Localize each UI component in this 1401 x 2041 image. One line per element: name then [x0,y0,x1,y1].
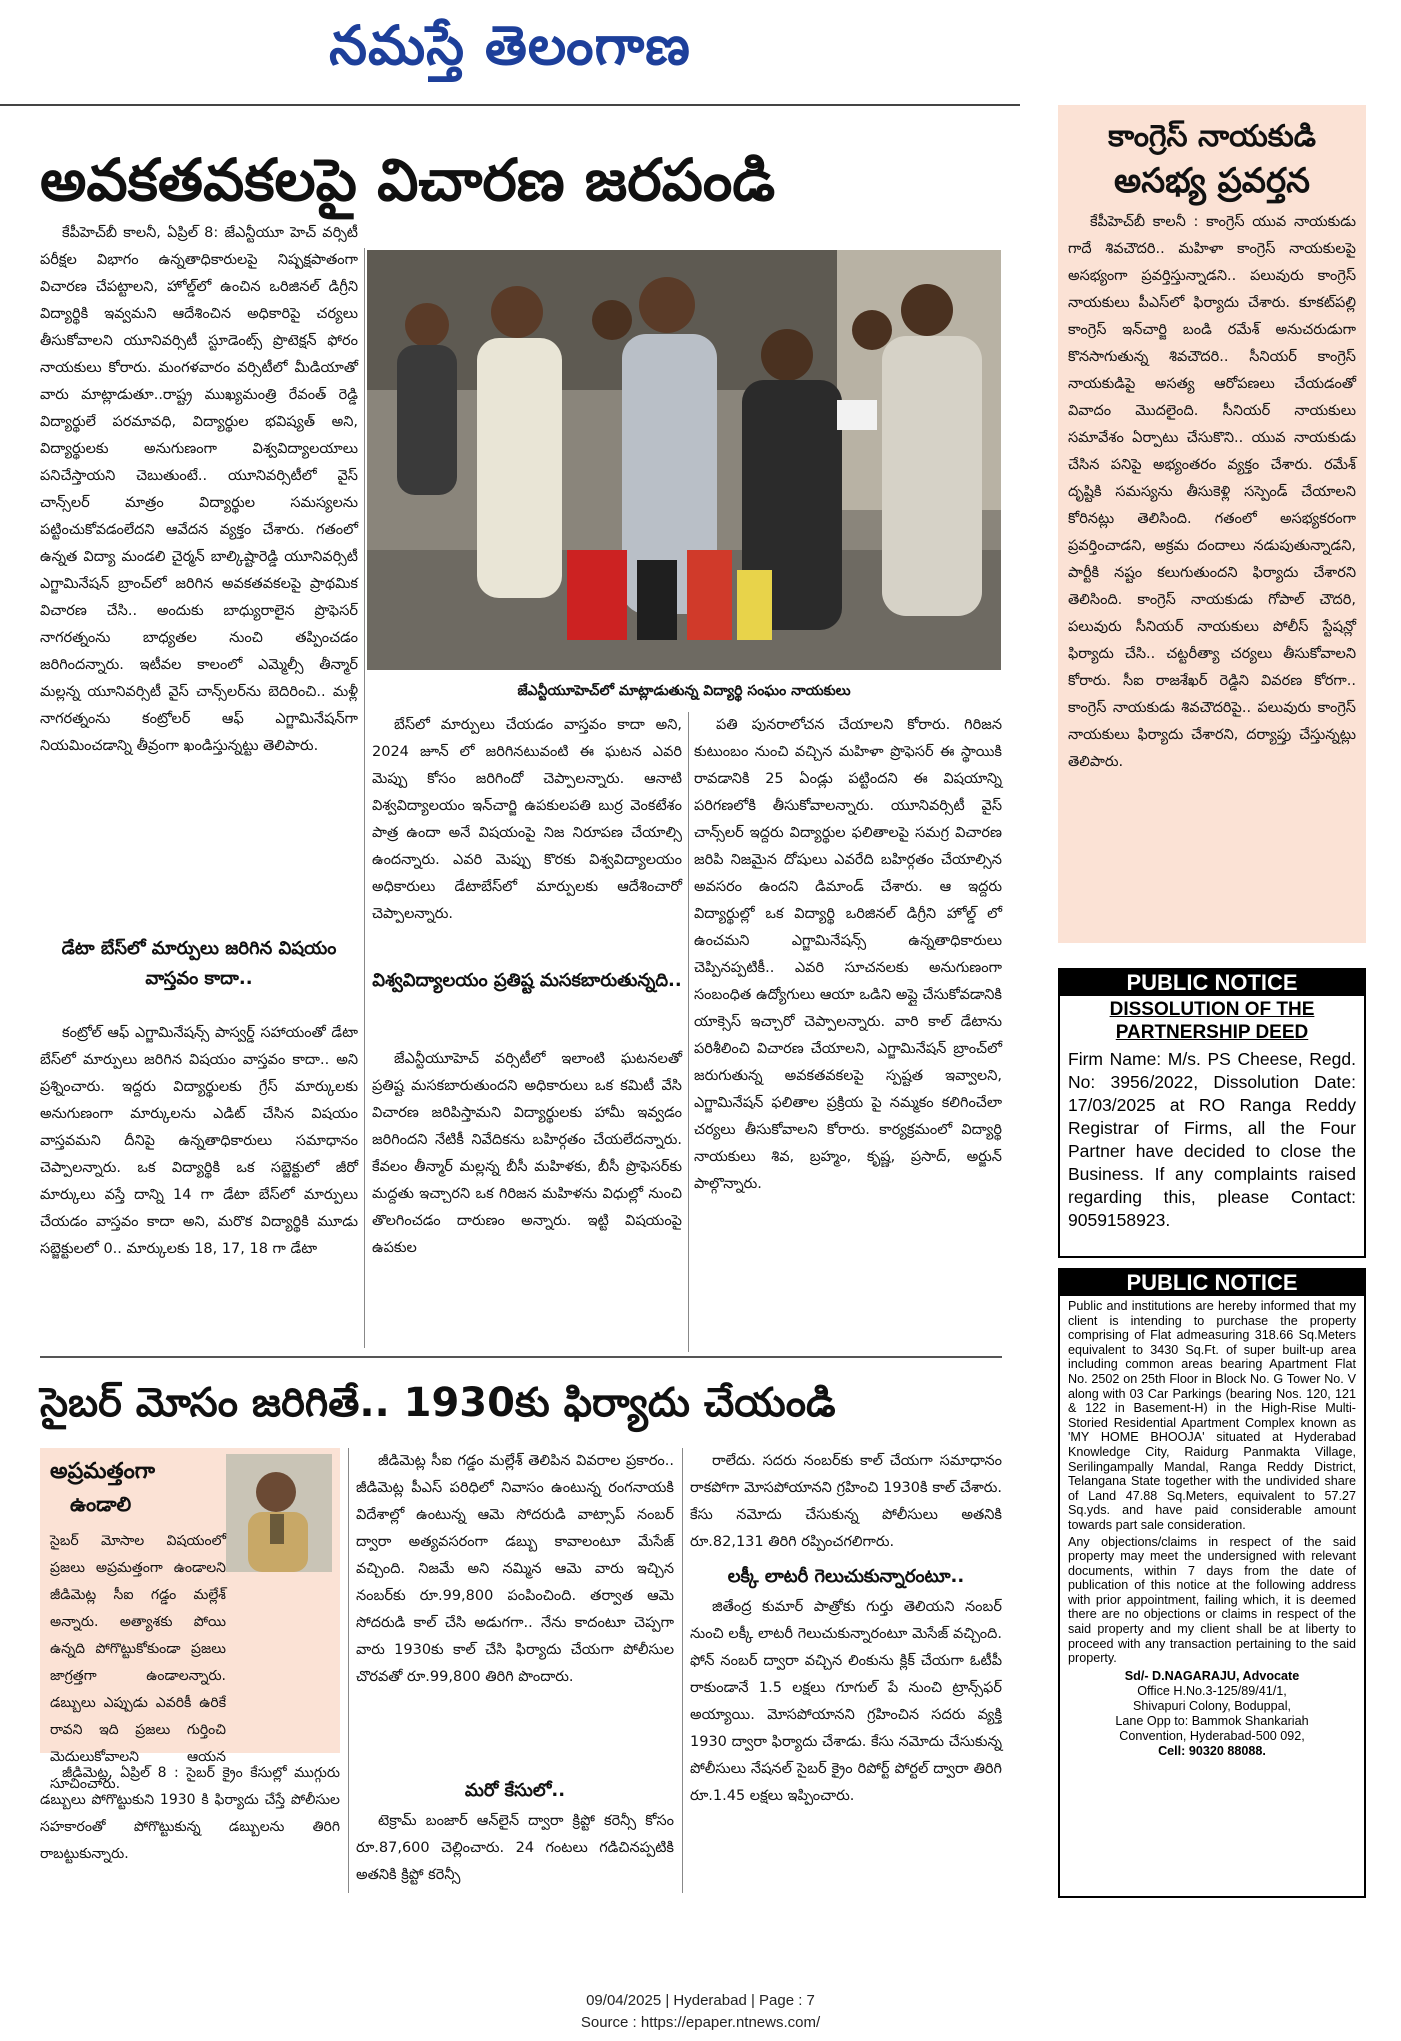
story1-headline: అవకతవకలపై విచారణ జరపండి [40,146,776,214]
notice2-address4: Convention, Hyderabad-500 092, [1119,1728,1305,1743]
public-notice-dissolution [1058,968,1366,1258]
column-divider [682,1448,683,1893]
notice2-cell: Cell: 90320 88088. [1158,1743,1266,1758]
notice2-address1: Office H.No.3-125/89/41/1, [1137,1683,1287,1698]
top-rule [0,104,1020,106]
story1-subhead2-wrap [372,960,682,1046]
story2-col2b [356,1808,674,1894]
story1-col3 [694,712,1002,1352]
sidebar-title-line2: అసభ్య ప్రవర్తన [1114,161,1310,201]
story1-col1b [40,1020,358,1350]
notice2-address3: Lane Opp to: Bammok Shankariah [1115,1713,1309,1728]
column-divider [688,712,689,1352]
story-separator [40,1356,1002,1358]
notice1-subtitle: DISSOLUTION OF THE PARTNERSHIP DEED [1109,999,1315,1043]
notice2-body2: Any objections/claims in respect of the said property may meet the undersigned with relevant documents, within 7 days from the date of publication of this notice at the following address with prior appointment, failing which, it is deemed there are no objections or claims in respect of the said property and my client shall be at liberty to proceed with any transaction pertaining to the said property. [1068,1534,1356,1666]
story2-box-title1: అప్రమత్తంగా [50,1459,156,1484]
notice2-title: PUBLIC NOTICE [1060,1270,1364,1296]
column-divider [348,1448,349,1893]
sidebar-body: కేపీహెచ్‌బీ కాలనీ : కాంగ్రెస్‌ యువ నాయకుడు గాదే శివచౌదరి.. మహిళా కాంగ్రెస్‌ నాయకులపై అసభ్యంగా ప్రవర్తిస్తున్నాడని.. పలువురు కాంగ్రెస్‌ నాయకులు పీఎస్‌లో ఫిర్యాదు చేశారు. కూకట్‌పల్లి కాంగ్రెస్‌ ఇన్‌చార్జి బండి రమేశ్‌ అనుచరుడుగా కొనసాగుతున్న శివచౌదరి.. సీనియర్‌ కాంగ్రెస్‌ నాయకుడిపై అసత్య ఆరోపణలు చేయడంతో వివాదం మొదలైంది. సీనియర్‌ నాయకులు సమావేశం ఏర్పాటు చేసుకొని.. యువ నాయకుడు చేసిన పనిపై అభ్యంతరం వ్యక్తం చేశారు. రమేశ్‌ దృష్టికి సమస్యను తీసుకెళ్లి సస్పెండ్‌ చేయాలని కోరినట్లు తెలిసింది. గతంలో అసభ్యకరంగా ప్రవర్తించాడని, అక్రమ దందాలు నడుపుతున్నాడని, పార్టీకి నష్టం కలుగుతుందని ఫిర్యాదు చేశారని తెలిసింది. కాంగ్రెస్‌ నాయకుడు గోపాల్‌ చౌదరి, పలువురు సీనియర్‌ నాయకులు పోలీస్‌ స్టేషన్లో ఫిర్యాదు చేసి.. చట్టరీత్యా చర్యలు తీసుకోవాలని కోరారు. సీఐ రాజశేఖర్‌ రెడ్డిని వివరణ కోరగా.. కాంగ్రెస్‌ నాయకుడు శివచౌదరిపై.. పలువురు కాంగ్రెస్‌ నాయకులు ఫిర్యాదు చేశారని, దర్యాప్తు చేస్తున్నట్లు తెలిపారు. [1068,214,1356,770]
story2-headline: సైబర్‌ మోసం జరిగితే.. 1930కు ఫిర్యాదు చేయండి [40,1380,836,1426]
footer-date-page: 09/04/2025 | Hyderabad | Page : 7 [586,1992,815,2009]
story2-subhead-a: మరో కేసులో.. [464,1780,566,1801]
story2-col1 [40,1760,340,1890]
masthead-logo: నమస్తే తెలంగాణ [329,13,691,77]
story2-col2-text: జీడిమెట్ల సీఐ గడ్డం మల్లేశ్‌ తెలిపిన వివరాల ప్రకారం.. జీడిమెట్ల పీఎస్‌ పరిధిలో నివాసం ఉంటున్న రంగనాయకి విదేశాల్లో ఉంటున్న ఆమె సోదరుడి వాట్సాప్‌ నంబర్‌ ద్వారా అత్యవసరంగా డబ్బు కావాలంటూ మేసేజ్‌ వచ్చింది. నిజమే అని నమ్మిన ఆమె వారు ఇచ్చిన నంబర్‌కు రూ.99,800 పంపించింది. తర్వాత ఆమె సోదరుడి కాల్‌ చేసి అడుగగా.. నేను కాదంటూ చెప్పగా వారు 1930కు కాల్‌ చేసి ఫిర్యాదు చేయగా పోలీసుల చొరవతో రూ.99,800 తిరిగి పొందారు. [356,1453,674,1685]
story2-col3-text: రాలేదు. సదరు నంబర్‌కు కాల్‌ చేయగా సమాధానం రాకపోగా మోసపోయానని గ్రహించి 1930కి కాల్‌ చేశారు. కేసు నమోదు చేసుకున్న పోలీసులు అతనికి రూ.82,131 తిరిగి రప్పించగలిగారు. [690,1453,1002,1550]
story1-col1 [40,220,358,925]
story1-subhead1-wrap [40,928,358,1018]
story1-col1-text: కేపీహెచ్‌బీ కాలనీ, ఏప్రిల్‌ 8: జేఎన్టీయూ హెచ్‌ వర్సిటీ పరీక్షల విభాగం ఉన్నతాధికారులపై నిష్పక్షపాతంగా విచారణ చేపట్టాలని, హోల్డ్‌లో ఉంచిన ఒరిజినల్‌ డిగ్రీని విద్యార్థికి ఇవ్వమని ఆదేశించిన అధికారిపై చర్యలు తీసుకోవాలని యూనివర్సిటీ స్టూడెంట్స్‌ ప్రొటెక్షన్‌ ఫోరం నాయకులు కోరారు. మంగళవారం వర్సిటీలో మీడియాతో వారు మాట్లాడుతూ..రాష్ట్ర ముఖ్యమంత్రి రేవంత్‌ రెడ్డి విద్యార్థులే పరమావధి, విద్యార్థుల భవిష్యత్‌ అని, విద్యార్థులకు అనుగుణంగా విశ్వవిద్యాలయాలు పనిచేస్తాయని చెబుతుంటే.. యూనివర్సిటీలో వైస్‌ చాన్స్‌లర్‌ మాత్రం విద్యార్థుల సమస్యలను పట్టించుకోవడంలేదని ఆవేదన వ్యక్తం చేశారు. గతంలో ఉన్నత విద్యా మండలి చైర్మన్‌ బాల్కిష్టారెడ్డి యూనివర్సిటీ ఎగ్జామినేషన్‌ బ్రాంచ్‌లో జరిగిన అవకతవకలపై ప్రాథమిక విచారణ చేసి.. అందుకు బాధ్యురాలైన ప్రొఫెసర్‌ నాగరత్నంను బాధ్యతల నుంచి తప్పించడం జరిగిందన్నారు. ఇటీవల కాలంలో ఎమ్మెల్సీ తీన్మార్‌ మల్లన్న యూనివర్సిటీ వైస్‌ చాన్స్‌లర్‌ను బెదిరించి.. మళ్లీ నాగరత్నంను కంట్రోలర్‌ ఆఫ్‌ ఎగ్జామినేషన్‌గా నియమించడాన్ని తీవ్రంగా ఖండిస్తున్నట్టు తెలిపారు. [40,225,358,754]
story2-col2b-text: టెక్రామ్‌ బంజార్‌ ఆన్‌లైన్‌ ద్వారా క్రిప్టో కరెన్సీ కోసం రూ.87,600 చెల్లించారు. 24 గంటలు గడిచినప్పటికి అతనికి క్రిప్టో కరెన్సీ [356,1813,674,1883]
story2-col1-text: జీడిమెట్ల, ఏప్రిల్‌ 8 : సైబర్‌ క్రైం కేసుల్లో ముగ్గురు డబ్బులు పోగొట్టుకుని 1930 కి ఫిర్యాదు చేస్తే పోలీసుల సహకారంతో పోగొట్టుకున్న డబ్బులను తిరిగి రాబట్టుకున్నారు. [40,1765,340,1862]
story2-col2 [356,1448,674,1778]
public-notice-property [1058,1268,1366,1898]
story2-col3 [690,1448,1002,1560]
column-divider [364,248,365,1348]
story1-subhead1: డేటా బేస్‌లో మార్పులు జరిగిన విషయం వాస్తవం కాదా.. [61,938,337,989]
notice1-body: Firm Name: M/s. PS Cheese, Regd. No: 3956/2022, Dissolution Date: 17/03/2025 at RO Ranga Reddy Registrar of Firms, all the Four Partner have decided to close the Business. If any complaints raised regarding this, please Contact: 9059158923. [1068,1049,1356,1230]
story1-col2-text: బేస్‌లో మార్పులు చేయడం వాస్తవం కాదా అని, 2024 జూన్‌ లో జరిగినటువంటి ఈ ఘటన ఎవరి మెప్పు కోసం జరిగిందో చెప్పాలన్నారు. ఆనాటి విశ్వవిద్యాలయం ఇన్‌చార్జి ఉపకులపతి బుర్ర వెంకటేశం పాత్ర ఉందా అనే విషయంపై నిజ నిరూపణ చేయాల్సి ఉందన్నారు. ఎవరి మెప్పు కొరకు విశ్వవిద్యాలయం అధికారులు డేటాబేస్‌లో మార్పులకు ఆదేశించారో చెప్పాలన్నారు. [372,717,682,922]
photo-caption: జేఎన్టీయూహెచ్‌లో మాట్లాడుతున్న విద్యార్థి సంఘం నాయకులు [517,683,851,699]
story2-box-text: సైబర్‌ మోసాల విషయంలో ప్రజలు అప్రమత్తంగా ఉండాలని జీడిమెట్ల సీఐ గడ్డం మల్లేశ్‌ అన్నారు. అత్యాశకు పోయి ఉన్నది పోగొట్టుకోకుండా ప్రజలు జాగ్రత్తగా ఉండాలన్నారు. డబ్బులు ఎప్పుడు ఎవరికీ ఉరికే రావని ఇది ప్రజలు గుర్తించి మెదులుకోవాలని ఆయన సూచించారు. [50,1533,226,1792]
story2-col3b [690,1594,1002,1894]
story2-subhead-b: లక్కీ లాటరీ గెలుచుకున్నారంటూ.. [727,1566,965,1587]
page-footer [0,1990,1401,2034]
story1-col3-text: పతి పునరాలోచన చేయాలని కోరారు. గిరిజన కుటుంబం నుంచి వచ్చిన మహిళా ప్రొఫెసర్‌ ఈ స్థాయికి రావడానికి 25 ఏండ్లు పట్టిందని ఈ విషయాన్ని పరిగణలోకి తీసుకోవాలన్నారు. యూనివర్సిటీ వైస్‌ చాన్స్‌లర్‌ ఇద్దరు విద్యార్థుల ఫలితాలపై సమగ్ర విచారణ జరిపి నిజమైన దోషులు ఎవరేది బహిర్గతం చేయాల్సిన అవసరం ఉందని డిమాండ్‌ చేశారు. ఆ ఇద్దరు విద్యార్థుల్లో ఒక విద్యార్థి ఒరిజినల్‌ డిగ్రీని హోల్డ్‌ లో ఉంచమని ఎగ్జామినేషన్స్‌ ఉన్నతాధికారులు చెప్పినప్పటికీ.. ఎవరి సూచనలకు అనుగుణంగా సంబంధిత ఉద్యోగులు ఆయా ఒడిని అప్లై చేసుకోవడానికి యాక్సెస్‌ ఇచ్చారో చెప్పాలన్నారు. వారి కాల్‌ డేటాను పరిశీలించి విచారణ చేయాలని, ఎగ్జామినేషన్‌ బ్రాంచ్‌లో జరుగుతున్న అవకతవకలపై స్పష్టత ఇవ్వాలని, ఎగ్జామినేషన్‌ ఫలితాల ప్రక్రియ పై నమ్మకం కలిగించేలా చర్యలు తీసుకోవాలని కోరారు. కార్యక్రమంలో విద్యార్థి నాయకులు శివ, బ్రహ్మం, కృష్ణ, ప్రసాద్‌, అర్జున్‌ పాల్గొన్నారు. [694,717,1002,1192]
story2-col3b-text: జితేంద్ర కుమార్‌ పాత్రోకు గుర్తు తెలియని నంబర్‌ నుంచి లక్కీ లాటరీ గెలుచుకున్నారంటూ మెసేజ్‌ వచ్చింది. ఫోన్‌ నంబర్‌ ద్వారా వచ్చిన లింకును క్లిక్‌ చేయగా ఓటీపీ రాకుండానే 1.5 లక్షలు గూగుల్‌ పే నుంచి ట్రాన్స్‌ఫర్‌ అయ్యాయి. మోసపోయానని గ్రహించిన సదరు వ్యక్తి 1930 ద్వారా ఫిర్యాదు చేశాడు. కేసు నమోదు చేసుకున్న పోలీసులు నేషనల్‌ సైబర్‌ క్రైం రిపోర్ట్‌ పోర్టల్‌ ద్వారా తిరిగి రూ.1.45 లక్షలు ఇప్పించారు. [690,1599,1002,1804]
students-photo-illustration [367,250,1001,670]
news-photo [367,250,1001,670]
sidebar-body-wrap [1058,203,1366,944]
story2-box-text-container [50,1528,334,1792]
sidebar-title-line1: కాంగ్రెస్‌ నాయకుడి [1108,119,1316,154]
notice2-address2: Shivapuri Colony, Boduppal, [1133,1698,1291,1713]
story2-callout-box [40,1448,340,1792]
story2-box-title2: ఉండాలి [70,1492,132,1516]
footer-source-link[interactable]: Source : https://epaper.ntnews.com/ [580,2014,821,2031]
notice2-signature: Sd/- D.NAGARAJU, Advocate [1124,1668,1300,1683]
notice1-title: PUBLIC NOTICE [1060,970,1364,996]
sidebar-box [1058,105,1366,943]
story1-col2b [372,1046,682,1351]
notice2-body: Public and institutions are hereby informed that my client is intending to purchase the property comprising of Flat admeasuring 318.66 Sq.Meters equivalent to 3430 Sq.Ft. of super built-up area including common areas bearing Apartment Flat No. 2502 on 25th Floor in Block No. G Tower No. V along with 03 Car Parkings (bearing Nos. 120, 121 & 122 in Basement-H) in the High-Rise Multi-Storied Residential Apartment Complex known as 'MY HOME BHOOJA' situated at Hyderabad Knowledge City, Raidurg Panmakta Village, Serilingampally Mandal, Ranga Reddy District, Telangana State together with the undivided share of Land 47.88 Sq.Meters, equivalent to 57.27 Sq.yds. and have paid considerable amount towards part sale consideration. [1068,1299,1356,1532]
story1-col2 [372,712,682,960]
story1-col1b-text: కంట్రోల్‌ ఆఫ్‌ ఎగ్జామినేషన్స్‌ పాస్వర్డ్‌ సహాయంతో డేటా బేస్‌లో మార్పులు జరిగిన విషయం వాస్తవం కాదా.. అని ప్రశ్నించారు. ఇద్దరు విద్యార్థులకు గ్రేస్‌ మార్కులకు అనుగుణంగా మార్కులను ఎడిట్‌ చేసిన విషయం వాస్తవమని దీనిపై ఉన్నతాధికారులు సమాధానం చెప్పాలన్నారు. ఒక విద్యార్థికి ఒక సబ్జెక్టులో జీరో మార్కులు వస్తే దాన్ని 14 గా డేటా బేస్‌లో మార్పులు చేయడం వాస్తవం కాదా అని, మరొక విద్యార్థికి మూడు సబ్జెక్టులలో 0.. మార్కులకు 18, 17, 18 గా డేటా [40,1025,358,1257]
story1-subhead2: విశ్వవిద్యాలయం ప్రతిష్ట మసకబారుతున్నది.. [372,970,682,991]
story1-col2b-text: జేఎన్టీయూహెచ్‌ వర్సిటీలో ఇలాంటి ఘటనలతో ప్రతిష్ట మసకబారుతుందని అధికారులు ఒక కమిటీ వేసి విచారణ జరిపిస్తామని విద్యార్థులకు హామీ ఇవ్వడం జరిగిందని నేటికీ నివేదికను బహిర్గతం చేయలేదన్నారు. కేవలం తీన్మార్‌ మల్లన్న బీసీ మహిళకు, బీసీ ప్రొఫెసర్‌కు మద్దతు ఇచ్చారని ఒక గిరిజన మహిళను విధుల్లో నుంచి తొలగించడం దారుణం అన్నారు. ఇట్టి విషయంపై ఉపకుల [372,1051,682,1256]
